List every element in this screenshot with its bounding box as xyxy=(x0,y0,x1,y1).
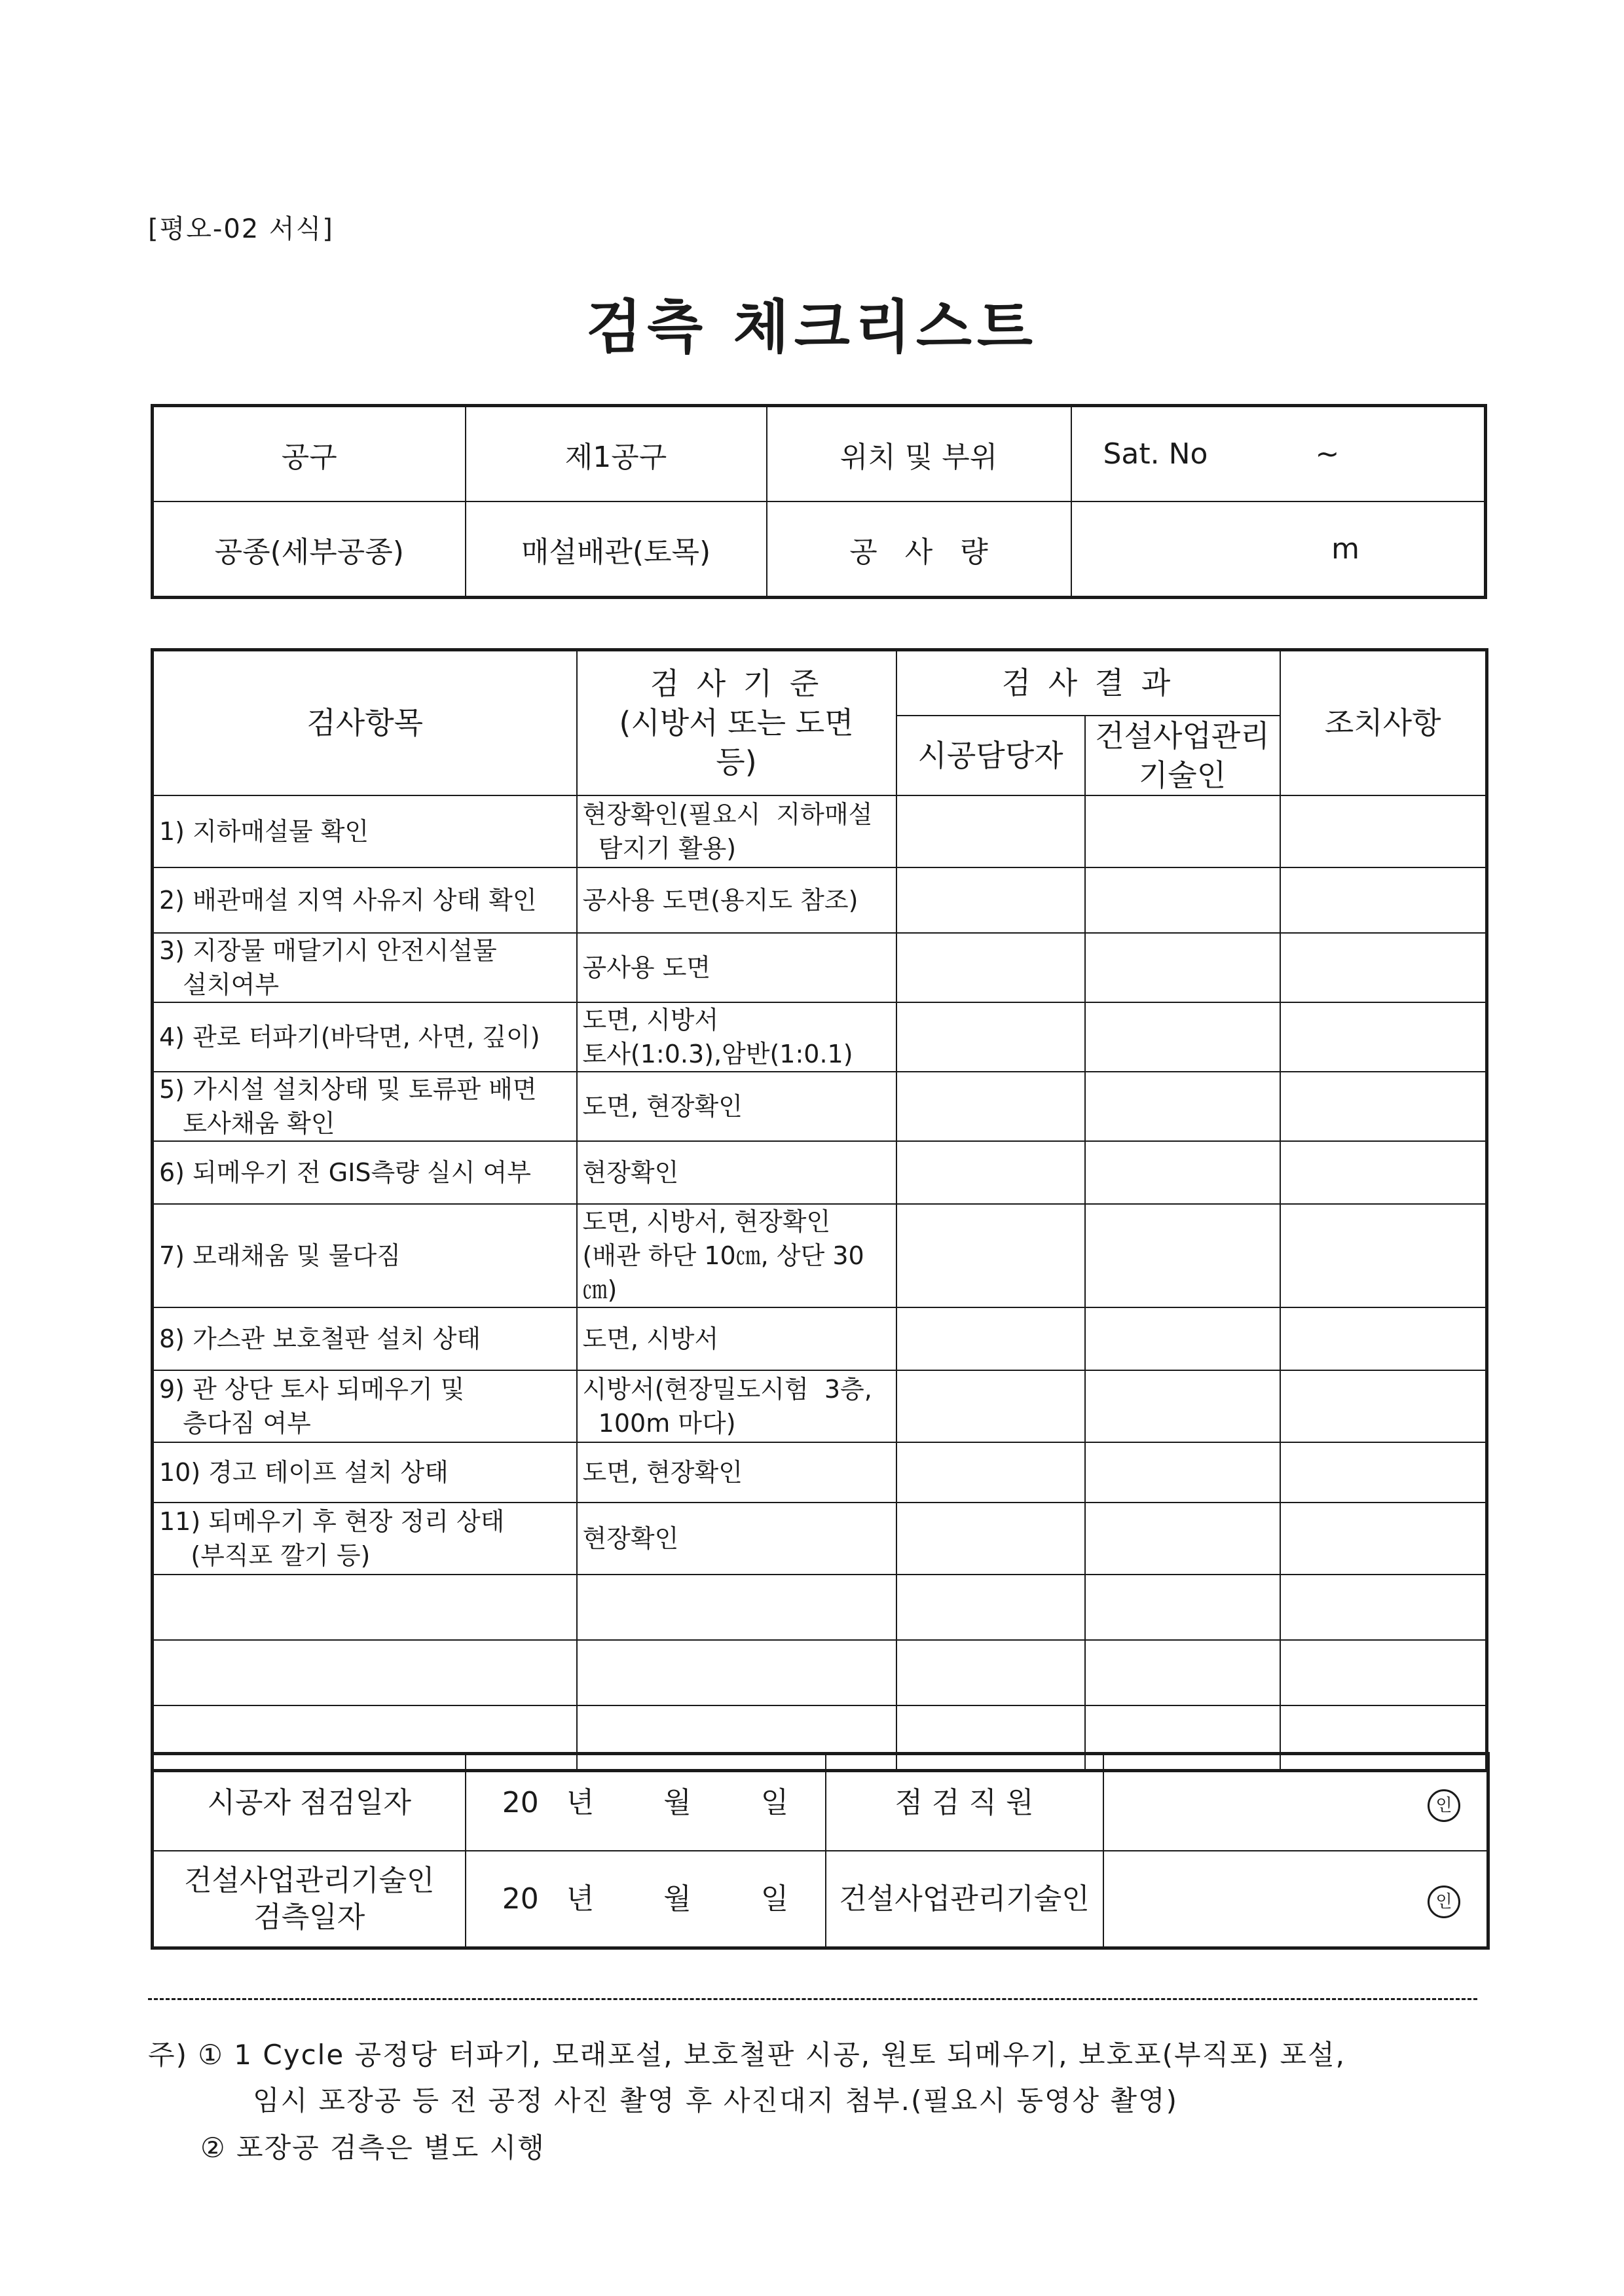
action-cell[interactable] xyxy=(1280,1141,1487,1204)
header-result-supervisor-line2: 기술인 xyxy=(1138,757,1227,793)
date-month-label: 월 xyxy=(663,1882,692,1916)
result-contractor-cell[interactable] xyxy=(896,1002,1085,1072)
blank-item-cell[interactable] xyxy=(153,1640,577,1705)
check-standard-line2: 100m 마다) xyxy=(582,1408,736,1438)
check-item-text: 3) 지장물 매달기시 안전시설물 xyxy=(159,936,497,965)
action-cell[interactable] xyxy=(1280,1072,1487,1141)
check-standard-line1: 시방서(현장밀도시험 3층, xyxy=(582,1374,872,1404)
result-contractor-cell[interactable] xyxy=(896,1072,1085,1141)
label-supervisor-date xyxy=(153,1851,466,1948)
date-month-label: 월 xyxy=(663,1785,692,1819)
header-result-supervisor-line1: 건설사업관리 xyxy=(1095,718,1270,754)
action-cell[interactable] xyxy=(1280,1307,1487,1370)
action-cell[interactable] xyxy=(1280,1575,1487,1640)
action-cell[interactable] xyxy=(1280,1503,1487,1575)
result-contractor-cell[interactable] xyxy=(896,933,1085,1002)
check-standard-line1: 도면, 시방서 xyxy=(582,1324,719,1353)
sat-no-range: ~ xyxy=(1315,437,1340,471)
check-standard-line2: (배관 하단 10㎝, 상단 30㎝) xyxy=(582,1241,864,1304)
label-contractor-date: 시공자 점검일자 xyxy=(153,1754,466,1851)
check-standard-line2: 탐지기 활용) xyxy=(582,833,737,863)
check-standard xyxy=(577,1503,896,1575)
header-action: 조치사항 xyxy=(1280,650,1487,795)
date-year-label: 년 xyxy=(566,1882,595,1916)
result-supervisor-cell[interactable] xyxy=(1085,1204,1280,1307)
blank-row xyxy=(153,1640,1487,1705)
label-inspector: 점 검 직 원 xyxy=(826,1754,1103,1851)
contractor-date-field[interactable] xyxy=(466,1754,826,1851)
label-supervisor-date-line2: 검측일자 xyxy=(253,1900,365,1934)
check-standard xyxy=(577,1204,896,1307)
check-item xyxy=(153,1503,577,1575)
result-contractor-cell[interactable] xyxy=(896,1141,1085,1204)
check-standard-line1: 도면, 현장확인 xyxy=(582,1457,743,1487)
supervisor-date-field[interactable] xyxy=(466,1851,826,1948)
check-item-text-line2: 설치여부 xyxy=(159,970,280,999)
blank-standard-cell[interactable] xyxy=(577,1640,896,1705)
header-result-supervisor xyxy=(1085,716,1280,795)
action-cell[interactable] xyxy=(1280,933,1487,1002)
check-standard-line1: 공사용 도면 xyxy=(582,953,711,982)
check-item-text: 8) 가스관 보호철판 설치 상태 xyxy=(159,1324,481,1353)
check-item xyxy=(153,933,577,1002)
header-standard-line3: 등) xyxy=(716,744,757,780)
header-item: 검사항목 xyxy=(153,650,577,795)
document-title: 검측 체크리스트 xyxy=(586,293,1038,361)
result-contractor-cell[interactable] xyxy=(896,867,1085,933)
result-supervisor-cell[interactable] xyxy=(1085,1640,1280,1705)
check-item-text-line2: 층다짐 여부 xyxy=(159,1408,311,1438)
note-1-continued: 임시 포장공 등 전 공정 사진 촬영 후 사진대지 첨부.(필요시 동영상 촬영) xyxy=(253,2085,1178,2117)
check-standard xyxy=(577,1072,896,1141)
check-standard-line1: 도면, 시방서, 현장확인 xyxy=(582,1207,831,1236)
note-1: 주) ① 1 Cycle 공정당 터파기, 모래포설, 보호철판 시공, 원토 되메우기, 보호포(부직포) 포설, xyxy=(148,2039,1346,2071)
check-item xyxy=(153,1072,577,1141)
value-section: 제1공구 xyxy=(466,406,767,502)
check-item-text: 9) 관 상단 토사 되메우기 및 xyxy=(159,1374,465,1404)
header-result: 검 사 결 과 xyxy=(896,650,1280,716)
check-item xyxy=(153,795,577,867)
label-work-type: 공종(세부공종) xyxy=(153,501,466,598)
header-standard xyxy=(577,650,896,795)
check-standard xyxy=(577,1002,896,1072)
result-supervisor-cell[interactable] xyxy=(1085,1141,1280,1204)
blank-row xyxy=(153,1575,1487,1640)
value-quantity-unit: m xyxy=(1071,501,1486,598)
check-item-text-line2: 토사채움 확인 xyxy=(159,1108,335,1138)
info-table xyxy=(151,404,1487,599)
value-sat-no xyxy=(1071,406,1486,502)
check-standard xyxy=(577,933,896,1002)
result-supervisor-cell[interactable] xyxy=(1085,1307,1280,1370)
label-section: 공구 xyxy=(153,406,466,502)
action-cell[interactable] xyxy=(1280,1370,1487,1442)
result-contractor-cell[interactable] xyxy=(896,1370,1085,1442)
result-supervisor-cell[interactable] xyxy=(1085,1503,1280,1575)
result-supervisor-cell[interactable] xyxy=(1085,1002,1280,1072)
label-quantity: 공 사 량 xyxy=(767,501,1071,598)
check-item-text: 5) 가시설 설치상태 및 토류판 배면 xyxy=(159,1074,537,1104)
check-item xyxy=(153,867,577,933)
action-cell[interactable] xyxy=(1280,1204,1487,1307)
sat-no-label: Sat. No xyxy=(1103,437,1208,471)
check-item-text: 10) 경고 테이프 설치 상태 xyxy=(159,1457,449,1487)
check-standard-line1: 공사용 도면(용지도 참조) xyxy=(582,885,858,915)
check-item xyxy=(153,1141,577,1204)
result-supervisor-cell[interactable] xyxy=(1085,867,1280,933)
result-contractor-cell[interactable] xyxy=(896,1503,1085,1575)
note-2: ② 포장공 검측은 별도 시행 xyxy=(200,2132,545,2164)
date-day-label: 일 xyxy=(760,1882,789,1916)
check-standard-line2: 토사(1:0.3),암반(1:0.1) xyxy=(582,1039,853,1068)
result-supervisor-cell[interactable] xyxy=(1085,933,1280,1002)
check-standard-line1: 현장확인 xyxy=(582,1157,679,1187)
check-item xyxy=(153,1370,577,1442)
check-standard-line1: 도면, 시방서 xyxy=(582,1005,719,1034)
check-standard-line1: 현장확인(필요시 지하매설 xyxy=(582,799,873,829)
result-supervisor-cell[interactable] xyxy=(1085,1072,1280,1141)
check-standard xyxy=(577,1370,896,1442)
result-supervisor-cell[interactable] xyxy=(1085,1370,1280,1442)
result-contractor-cell[interactable] xyxy=(896,1640,1085,1705)
blank-item-cell[interactable] xyxy=(153,1575,577,1640)
check-item xyxy=(153,1307,577,1370)
blank-standard-cell[interactable] xyxy=(577,1575,896,1640)
result-contractor-cell[interactable] xyxy=(896,795,1085,867)
form-code: [평오-02 서식] xyxy=(148,214,334,244)
check-item-text: 1) 지하매설물 확인 xyxy=(159,816,369,846)
check-item-text: 11) 되메우기 후 현장 정리 상태 xyxy=(159,1506,505,1536)
check-item xyxy=(153,1442,577,1503)
action-cell[interactable] xyxy=(1280,1640,1487,1705)
result-contractor-cell[interactable] xyxy=(896,1575,1085,1640)
check-standard xyxy=(577,1141,896,1204)
inspector-signature-field[interactable] xyxy=(1103,1754,1488,1851)
result-supervisor-cell[interactable] xyxy=(1085,1575,1280,1640)
check-item-text: 2) 배관매설 지역 사유지 상태 확인 xyxy=(159,885,537,915)
header-standard-line1: 검 사 기 준 xyxy=(650,666,823,702)
seal-icon: 인 xyxy=(1428,1789,1460,1822)
check-standard xyxy=(577,1442,896,1503)
action-cell[interactable] xyxy=(1280,867,1487,933)
check-standard xyxy=(577,1307,896,1370)
label-supervisor-date-line1: 건설사업관리기술인 xyxy=(183,1863,435,1897)
check-standard-line1: 현장확인 xyxy=(582,1523,679,1553)
supervisor-signature-field[interactable] xyxy=(1103,1851,1488,1948)
result-contractor-cell[interactable] xyxy=(896,1204,1085,1307)
seal-icon: 인 xyxy=(1428,1886,1460,1918)
result-contractor-cell[interactable] xyxy=(896,1442,1085,1503)
result-contractor-cell[interactable] xyxy=(896,1307,1085,1370)
action-cell[interactable] xyxy=(1280,1002,1487,1072)
check-item-text-line2: (부직포 깔기 등) xyxy=(159,1540,371,1570)
checklist-table xyxy=(151,648,1488,1772)
date-century: 20 xyxy=(502,1882,539,1916)
check-standard xyxy=(577,795,896,867)
date-year-label: 년 xyxy=(566,1785,595,1819)
check-item-text: 4) 관로 터파기(바닥면, 사면, 깊이) xyxy=(159,1022,540,1051)
action-cell[interactable] xyxy=(1280,795,1487,867)
divider-dashed xyxy=(148,1998,1477,2000)
check-item-text: 7) 모래채움 및 물다짐 xyxy=(159,1241,401,1270)
date-day-label: 일 xyxy=(760,1785,789,1819)
result-supervisor-cell[interactable] xyxy=(1085,1442,1280,1503)
header-standard-line2: (시방서 또는 도면 xyxy=(619,705,854,741)
result-supervisor-cell[interactable] xyxy=(1085,795,1280,867)
header-result-contractor: 시공담당자 xyxy=(896,716,1085,795)
check-item-text: 6) 되메우기 전 GIS측량 실시 여부 xyxy=(159,1157,531,1187)
value-work-type: 매설배관(토목) xyxy=(466,501,767,598)
check-standard-line1: 도면, 현장확인 xyxy=(582,1091,743,1121)
check-item xyxy=(153,1002,577,1072)
check-item xyxy=(153,1204,577,1307)
action-cell[interactable] xyxy=(1280,1442,1487,1503)
label-supervisor: 건설사업관리기술인 xyxy=(826,1851,1103,1948)
date-century: 20 xyxy=(502,1785,539,1819)
label-location: 위치 및 부위 xyxy=(767,406,1071,502)
check-standard xyxy=(577,867,896,933)
signature-table xyxy=(151,1752,1490,1950)
